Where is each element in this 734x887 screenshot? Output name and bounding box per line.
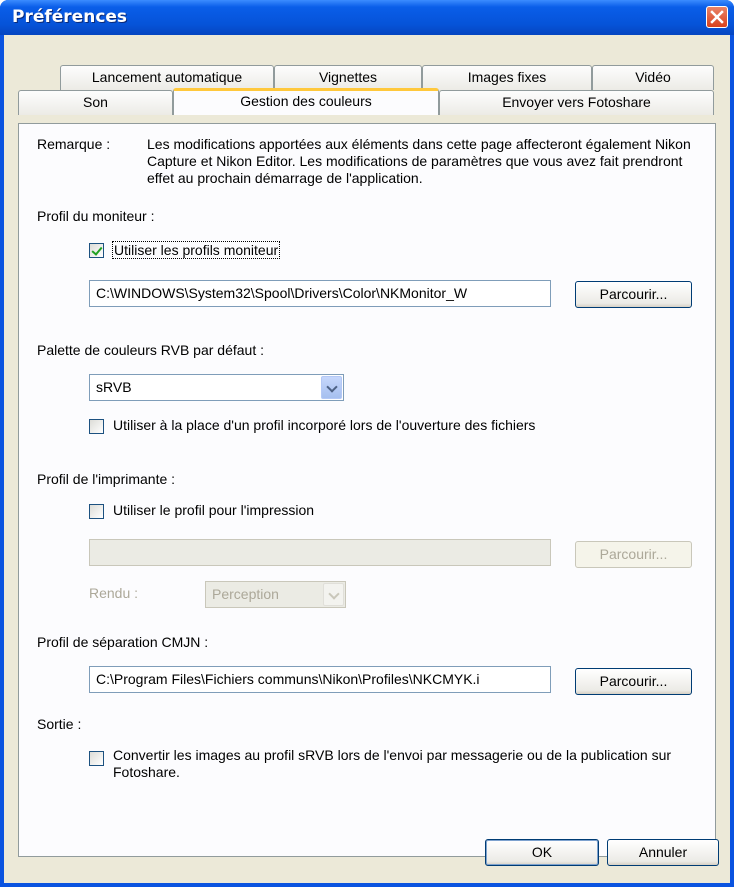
use-embedded-profile-label[interactable]: Utiliser à la place d'un profil incorporé lors de l'ouverture des fichiers [113, 417, 536, 433]
printer-browse-button[interactable]: Parcourir... [575, 541, 692, 568]
tab-images-fixes[interactable]: Images fixes [422, 65, 592, 90]
window-title: Préférences [12, 7, 128, 27]
tab-envoyer-vers-fotoshare[interactable]: Envoyer vers Fotoshare [439, 90, 714, 115]
rendering-select[interactable] [205, 581, 346, 608]
tab-video[interactable]: Vidéo [592, 65, 714, 90]
rendering-label: Rendu : [89, 585, 139, 601]
use-monitor-profiles-checkbox[interactable] [89, 243, 104, 258]
rgb-palette-heading: Palette de couleurs RVB par défaut : [37, 342, 264, 358]
rgb-palette-select[interactable] [89, 374, 344, 401]
tab-son[interactable]: Son [18, 90, 173, 115]
rendering-value: Perception [212, 586, 279, 602]
cancel-button[interactable]: Annuler [607, 839, 719, 866]
rgb-palette-value: sRVB [96, 379, 132, 395]
chevron-down-icon[interactable] [323, 583, 344, 606]
dialog-client-area [4, 35, 730, 883]
cmyk-profile-path-field[interactable]: C:\Program Files\Fichiers communs\Nikon\Profiles\NKCMYK.i [89, 666, 551, 693]
ok-button[interactable]: OK [485, 839, 599, 866]
note-label: Remarque : [37, 136, 111, 152]
chevron-down-icon[interactable] [321, 376, 342, 399]
color-management-panel [18, 123, 716, 857]
tab-gestion-des-couleurs[interactable]: Gestion des couleurs [173, 88, 439, 115]
note-text: Les modifications apportées aux éléments dans cette page affecteront également Nikon Capture et Nikon Editor. Les modifications de paramètres que vous avez fait prendront effet au prochain démarrage de l'application. [147, 136, 691, 186]
use-monitor-profiles-label[interactable]: Utiliser les profils moniteur [114, 242, 279, 258]
tab-vignettes[interactable]: Vignettes [274, 65, 422, 90]
cmyk-browse-button[interactable]: Parcourir... [575, 668, 692, 695]
printer-profile-path-field[interactable] [89, 539, 551, 566]
monitor-profile-heading: Profil du moniteur : [37, 208, 155, 224]
use-printer-profile-label[interactable]: Utiliser le profil pour l'impression [113, 502, 315, 518]
printer-profile-heading: Profil de l'imprimante : [37, 471, 176, 487]
output-heading: Sortie : [37, 716, 82, 732]
use-printer-profile-checkbox[interactable] [89, 504, 104, 519]
cmyk-profile-heading: Profil de séparation CMJN : [37, 634, 209, 650]
monitor-browse-button[interactable]: Parcourir... [575, 281, 692, 308]
close-button[interactable] [706, 6, 728, 28]
tab-lancement-automatique[interactable]: Lancement automatique [60, 65, 274, 90]
monitor-profile-path-field[interactable]: C:\WINDOWS\System32\Spool\Drivers\Color\NKMonitor_W [89, 280, 551, 307]
convert-to-srvb-checkbox[interactable] [89, 751, 104, 766]
title-bar[interactable] [0, 0, 734, 35]
use-embedded-profile-checkbox[interactable] [89, 419, 104, 434]
convert-to-srvb-label[interactable]: Convertir les images au profil sRVB lors de l'envoi par messagerie ou de la publication sur Fotoshare. [113, 747, 672, 780]
close-icon [707, 7, 727, 27]
